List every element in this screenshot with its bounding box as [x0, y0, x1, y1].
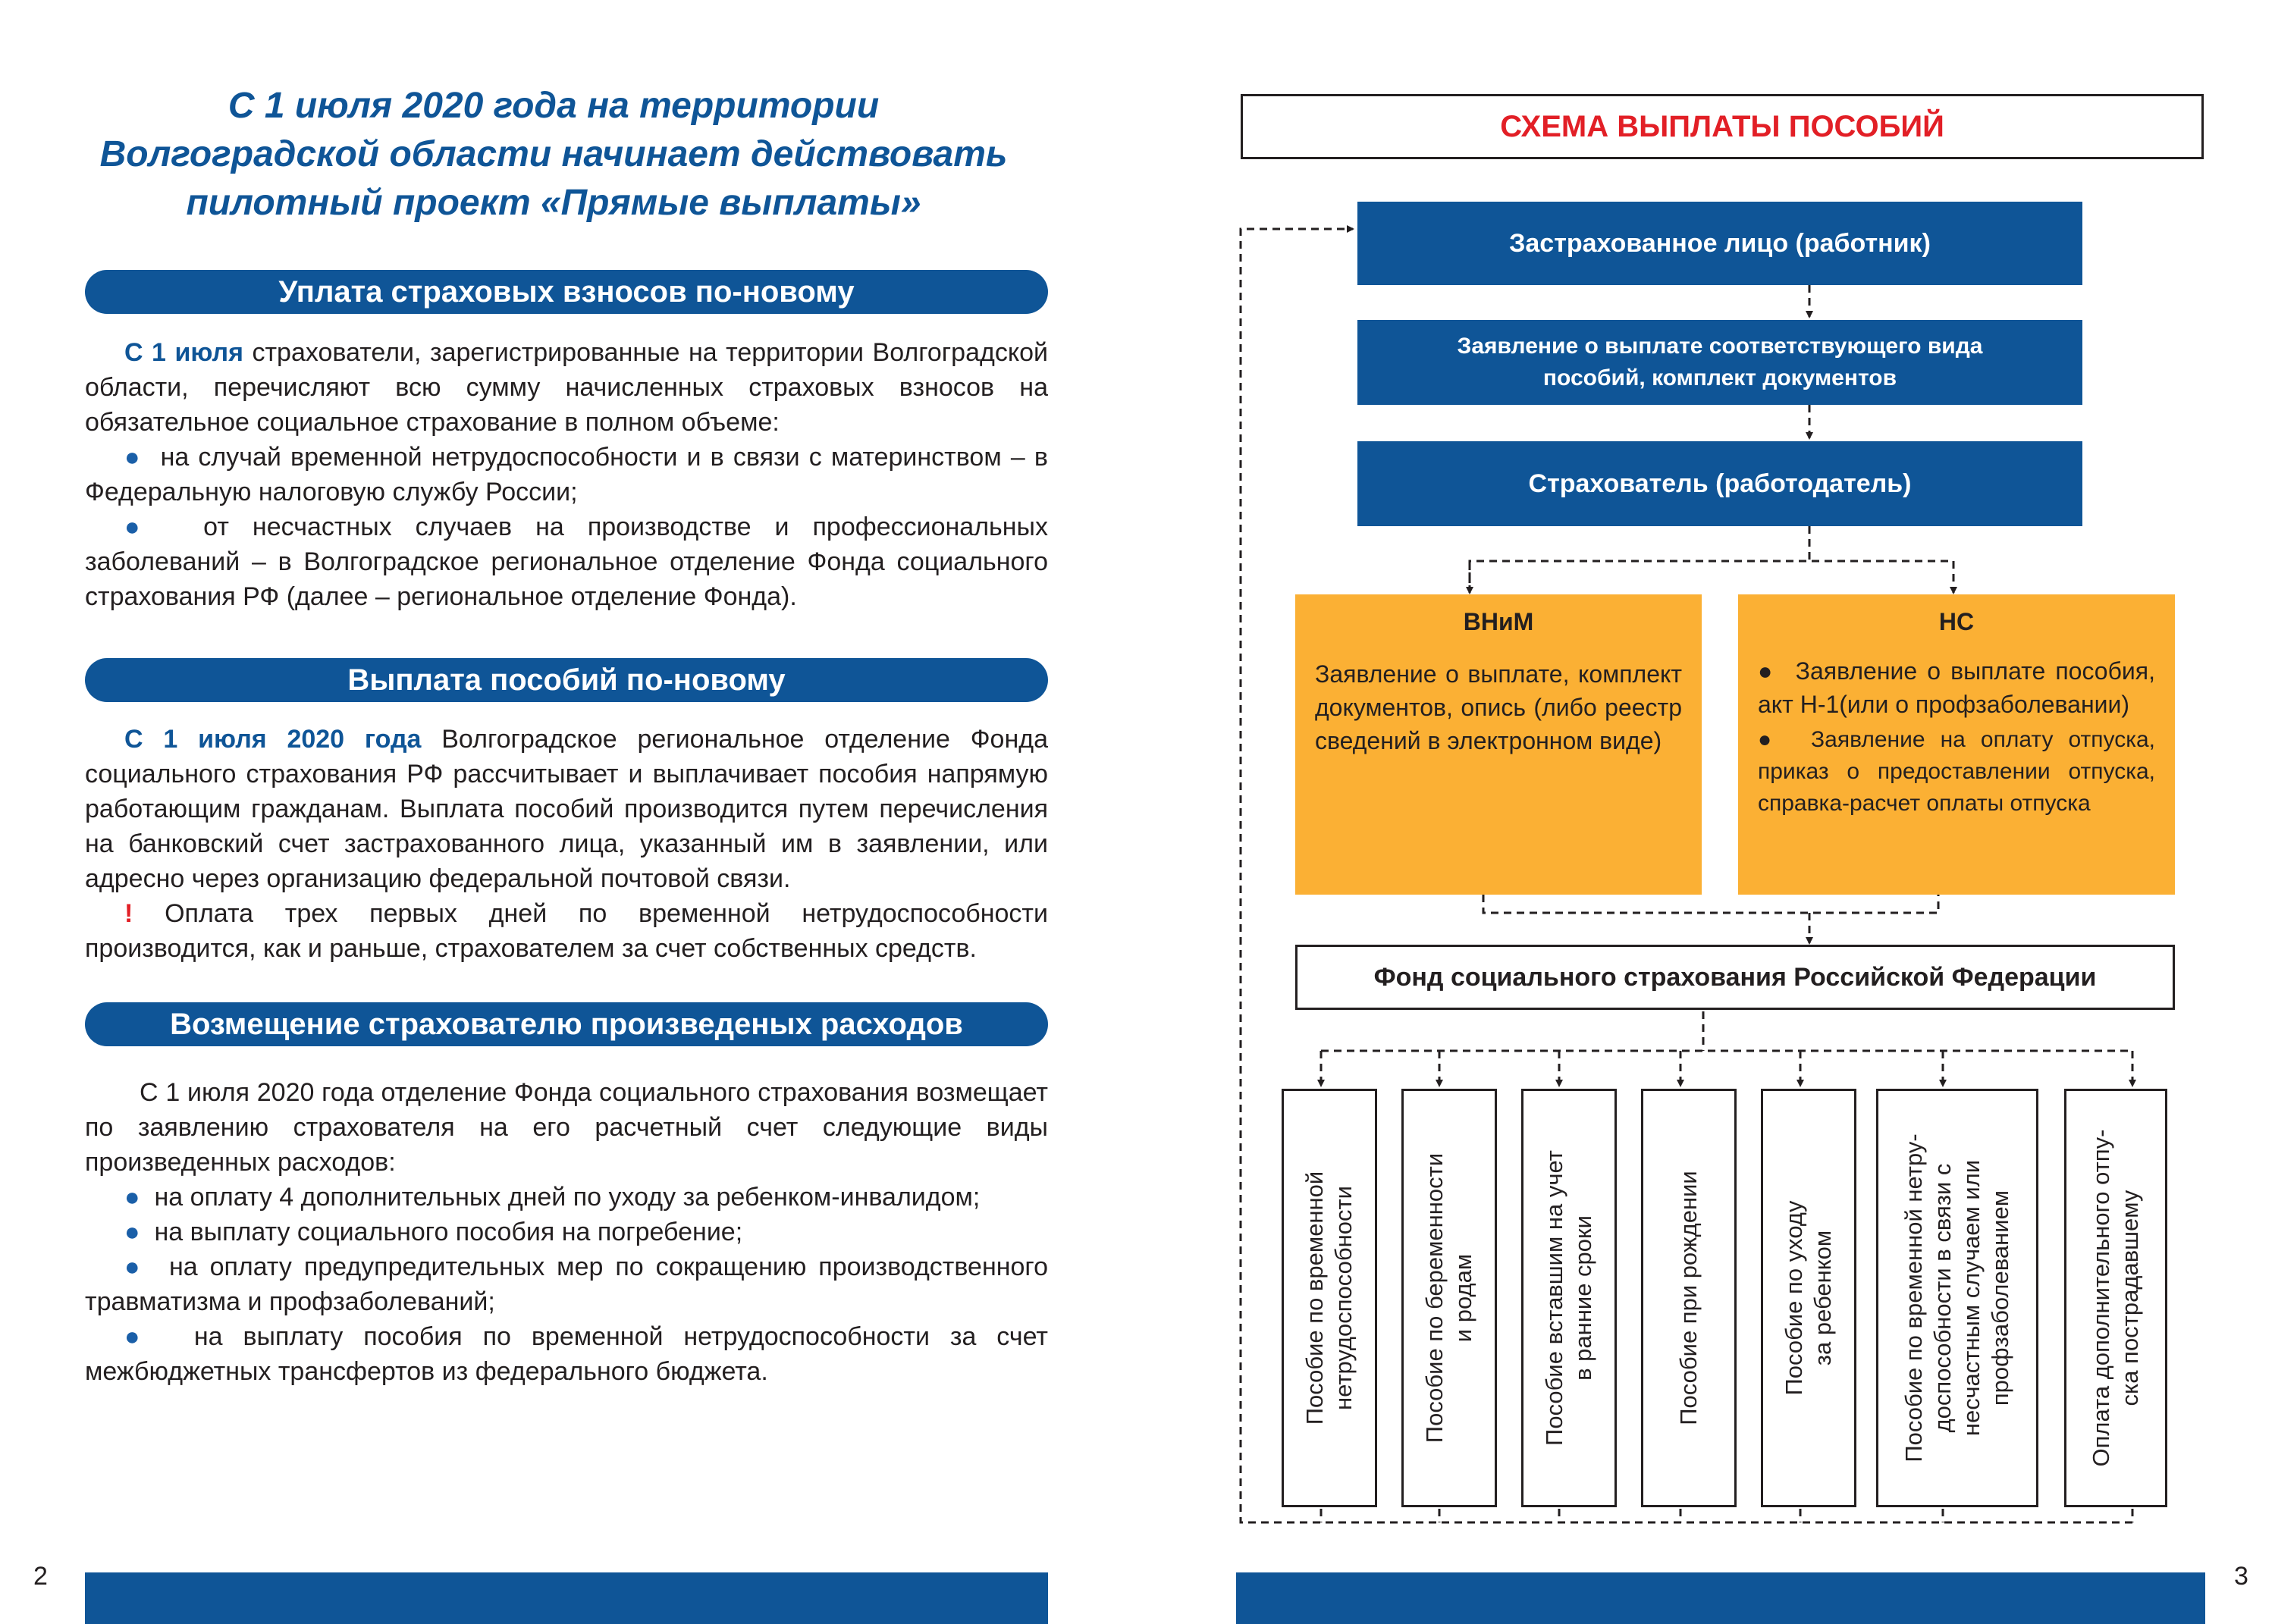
- paragraph-text: Волгоградское региональное отделение Фонда социального страхования РФ рассчитывает и выплачивает пособия напрямую работающим гражданам. Выплата пособий производится путем перечисления на банковский счет застрахованного лица, указанный им в заявлении, или адресно через организацию федеральной почтовой связи.: [85, 725, 1048, 893]
- section-heading-reimbursement: Возмещение страхователю произведеных расходов: [85, 1002, 1048, 1046]
- page-number: 2: [33, 1562, 48, 1591]
- benefit-line: за ребенком: [1809, 1230, 1836, 1366]
- paragraph-text: страхователи, зарегистрированные на территории Волгоградской области, перечисляют всю сумму начисленных страховых взносов на обязательное социальное страхование в полном объеме:: [85, 338, 1048, 437]
- scheme-title: СХЕМА ВЫПЛАТЫ ПОСОБИЙ: [1241, 94, 2204, 159]
- bullet-icon: ●: [124, 1322, 154, 1351]
- benefit-line: Пособие вставшим на учет: [1541, 1150, 1567, 1446]
- benefit-line: Оплата дополнительного отпу-: [2088, 1129, 2114, 1467]
- page-number: 3: [2234, 1562, 2248, 1591]
- benefit-line: доспособности в связи с: [1929, 1163, 1956, 1433]
- title-line: пилотный проект «Прямые выплаты»: [186, 183, 921, 223]
- bullet-icon: ●: [124, 513, 157, 541]
- bullet-icon: ●: [124, 1252, 146, 1281]
- benefit-line: Пособие по временной нетру-: [1900, 1133, 1927, 1463]
- node-social-insurance-fund: Фонд социального страхования Российской Федерации: [1295, 945, 2175, 1010]
- benefit-line: Пособие при рождении: [1675, 1171, 1702, 1425]
- benefit-line: Пособие по временной: [1301, 1171, 1328, 1425]
- list-item: от несчастных случаев на производстве и профессиональных заболеваний – в Волгоградское региональное отделение Фонда социального страхования РФ (далее – региональное отделение Фонда).: [85, 513, 1048, 611]
- title-line: С 1 июля 2020 года на территории: [228, 86, 880, 126]
- benefit-line: Пособие по уходу: [1781, 1200, 1807, 1396]
- exclamation-icon: !: [124, 899, 133, 928]
- benefit-line: Пособие по беременности: [1421, 1152, 1448, 1444]
- list-item: на оплату предупредительных мер по сокращению производственного травматизма и профзаболеваний;: [85, 1252, 1048, 1316]
- footer-bar: [1236, 1572, 2205, 1624]
- benefit-box: [1641, 1089, 1737, 1507]
- paragraph-note: Оплата трех первых дней по временной нетрудоспособности производится, как и раньше, страхователем за счет собственных средств.: [85, 899, 1048, 963]
- benefit-line: профзаболеванием: [1987, 1190, 2013, 1406]
- benefit-line: в ранние сроки: [1570, 1215, 1596, 1381]
- list-item: на случай временной нетрудоспособности и в связи с материнством – в Федеральную налоговую службу России;: [85, 443, 1048, 506]
- list-item: на оплату 4 дополнительных дней по уходу за ребенком-инвалидом;: [154, 1183, 981, 1212]
- paragraph-text: С 1 июля 2020 года отделение Фонда социального страхования возмещает по заявлению страхователя на его расчетный счет следующие виды произведенных расходов:: [85, 1078, 1048, 1177]
- node-vnim-label: ВНиМ: [1463, 608, 1534, 635]
- benefit-line: ска пострадавшему: [2117, 1190, 2143, 1406]
- list-item: на выплату пособия по временной нетрудоспособности за счет межбюджетных трансфертов из федерального бюджета.: [85, 1322, 1048, 1386]
- section-heading-contributions: Уплата страховых взносов по-новому: [85, 270, 1048, 314]
- benefit-line: и родам: [1450, 1253, 1476, 1343]
- node-employer: Страхователь (работодатель): [1357, 441, 2082, 526]
- benefit-box: [1282, 1089, 1377, 1507]
- bullet-icon: ●: [124, 443, 143, 472]
- node-insured-person: Застрахованное лицо (работник): [1357, 202, 2082, 285]
- node-vnim-text: Заявление о выплате, комплект документов, опись (либо реестр сведений в электронном виде): [1315, 660, 1682, 754]
- benefit-box: [1876, 1089, 2038, 1507]
- benefit-line: несчастным случаем или: [1958, 1159, 1985, 1437]
- node-ns: [1738, 594, 2175, 895]
- bullet-icon: ●: [124, 1183, 140, 1212]
- node-ns-item: ● Заявление на оплату отпуска, приказ о предоставлении отпуска, справка-расчет оплаты отпуска: [1758, 727, 2155, 816]
- bullet-icon: ●: [124, 1218, 140, 1246]
- highlight-date: С 1 июля: [124, 338, 243, 367]
- node-application: [1357, 320, 2082, 405]
- node-ns-item: ● Заявление о выплате пособия, акт Н-1(или о профзаболевании): [1758, 657, 2156, 718]
- node-application-line: Заявление о выплате соответствующего вида: [1457, 334, 1983, 359]
- node-application-line: пособий, комплект документов: [1542, 365, 1897, 390]
- bullet-icon: ●: [1758, 657, 1776, 685]
- node-vnim: [1295, 594, 1702, 895]
- benefit-box: [1401, 1089, 1497, 1507]
- benefit-box: [1521, 1089, 1617, 1507]
- benefit-box: [2064, 1089, 2167, 1507]
- list-item: на выплату социального пособия на погребение;: [154, 1218, 743, 1246]
- benefit-box: [1761, 1089, 1856, 1507]
- section-heading-payments: Выплата пособий по-новому: [85, 658, 1048, 702]
- title-line: Волгоградской области начинает действовать: [99, 134, 1008, 174]
- bullet-icon: ●: [1758, 727, 1781, 752]
- highlight-date: С 1 июля 2020 года: [124, 725, 422, 754]
- benefit-line: нетрудоспособности: [1330, 1186, 1357, 1410]
- node-ns-label: НС: [1938, 608, 1975, 635]
